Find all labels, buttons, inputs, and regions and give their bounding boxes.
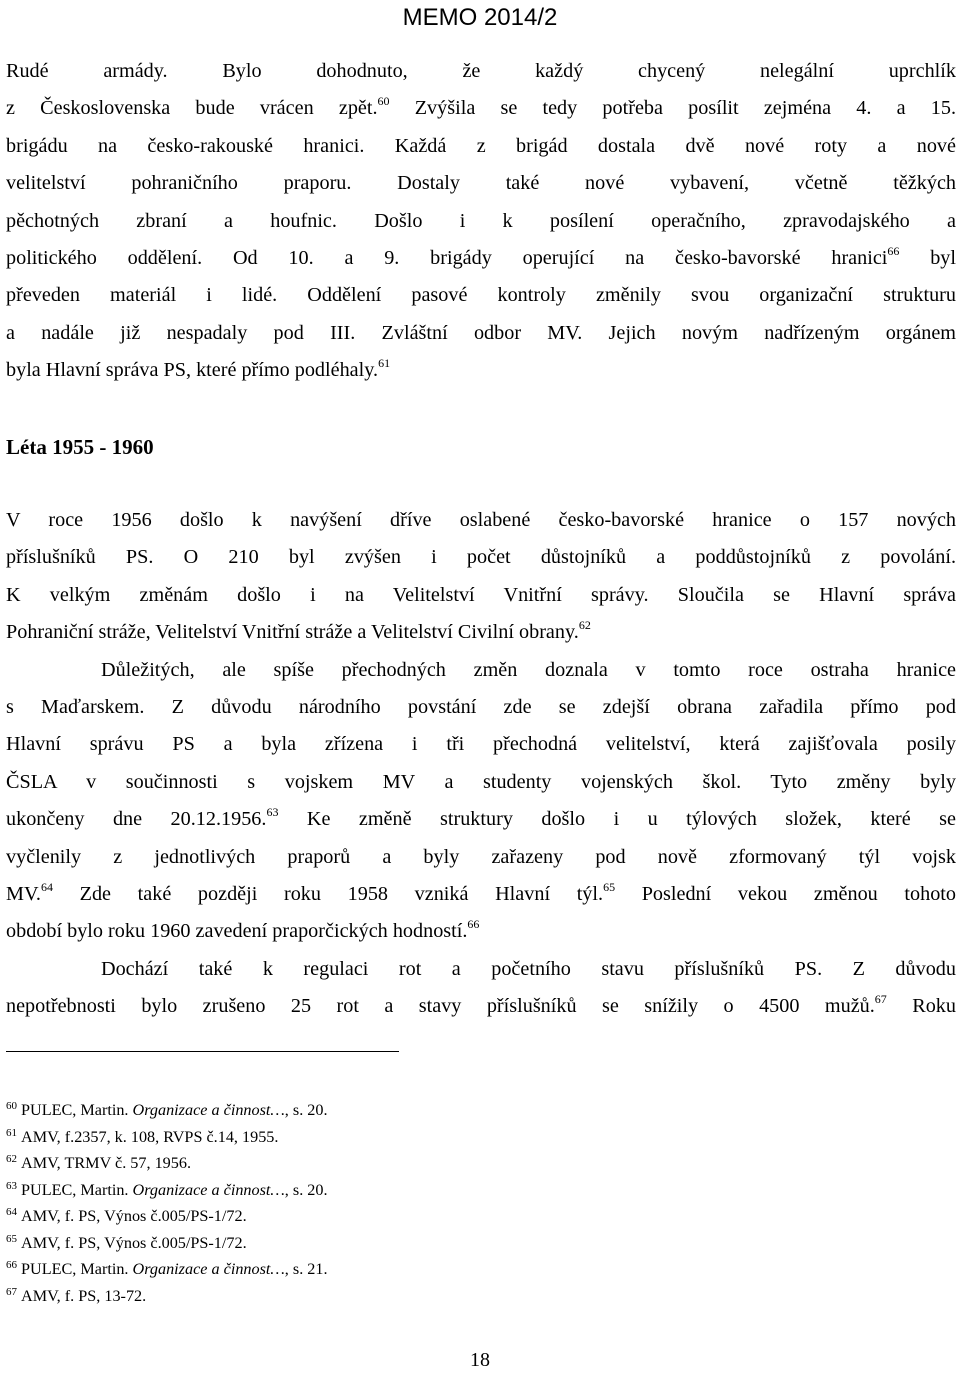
text-line — [6, 988, 956, 1025]
line-text: s Maďarskem. Z důvodu národního povstání zde se zdejší obrana zařadila přímo pod — [6, 695, 956, 718]
text-line — [6, 876, 956, 913]
line-text: Zvýšila se tedy potřeba posílit zejména 4. a 15. — [389, 97, 957, 120]
footnote — [6, 1203, 328, 1230]
footnote-text: PULEC, Martin. — [21, 1101, 133, 1119]
page-header: MEMO 2014/2 — [402, 4, 558, 31]
footnote-text: , s. 20. — [284, 1180, 328, 1199]
text-line — [6, 352, 956, 389]
footnote-text: PULEC, Martin. — [21, 1180, 133, 1199]
line-text: ukončeny dne 20.12.1956. — [6, 808, 267, 831]
line-text: velitelství pohraničního praporu. Dostaly také nové vybavení, včetně těžkých — [6, 172, 956, 195]
line-text: V roce 1956 došlo k navýšení dříve oslabené česko-bavorské hranice o 157 nových — [6, 509, 956, 531]
line-text: politického oddělení. Od 10. a 9. brigády operující na česko-bavorské hranici — [6, 246, 888, 269]
footnote-number: 67 — [6, 1285, 17, 1298]
footnote-text: AMV, f. PS, 13-72. — [21, 1286, 147, 1305]
footnote-title: Organizace a činnost… — [132, 1101, 285, 1119]
line-text: převeden materiál i lidé. Oddělení pasové kontroly změnily svou organizační strukturu — [6, 284, 956, 307]
text-line — [6, 801, 956, 838]
footnote-text: AMV, f. PS, Výnos č.005/PS-1/72. — [21, 1233, 247, 1252]
footnote — [6, 1150, 328, 1177]
line-text: Roku — [886, 995, 956, 1018]
text-line — [6, 53, 956, 90]
footnote-text: AMV, f.2357, k. 108, RVPS č.14, 1955. — [21, 1127, 279, 1146]
line-text: příslušníků PS. O 210 byl zvýšen i počet důstojníků a poddůstojníků z povolání. — [6, 546, 956, 569]
line-text: MV. — [6, 882, 41, 905]
line-text: Ke změně struktury došlo i u týlových složek, které se — [278, 808, 956, 831]
line-text: K velkým změnám došlo i na Velitelství Vnitřní správy. Sloučila se Hlavní správa — [6, 583, 956, 606]
line-text: Hlavní správu PS a byla zřízena i tři přechodná velitelství, která zajišťovala posily — [6, 733, 956, 756]
footnote-ref: 63 — [266, 805, 279, 820]
line-text: Zde také později roku 1958 vzniká Hlavní týl. — [52, 882, 604, 905]
footnote — [6, 1097, 328, 1124]
footnote — [6, 1283, 328, 1310]
text-line — [6, 764, 956, 801]
paragraph-2 — [6, 502, 956, 1025]
footnote — [6, 1256, 328, 1283]
footnote-text: AMV, TRMV č. 57, 1956. — [21, 1154, 191, 1172]
footnote-ref: 64 — [40, 879, 53, 894]
line-text: Důležitých, ale spíše přechodných změn doznala v tomto roce ostraha hranice — [101, 658, 956, 681]
text-line — [6, 726, 956, 763]
footnote-number: 61 — [6, 1126, 17, 1139]
footnote-ref: 62 — [578, 618, 591, 633]
footnote-ref: 60 — [377, 94, 390, 109]
text-line — [6, 689, 956, 726]
footnote-ref: 65 — [603, 879, 616, 894]
footnote-ref: 66 — [887, 243, 900, 258]
line-text: vyčlenily z jednotlivých praporů a byly zařazeny pod nově zformovaný týl vojsk — [6, 845, 956, 868]
footnote-number: 60 — [6, 1100, 17, 1112]
line-text: období bylo roku 1960 zavedení praporčických hodností. — [6, 920, 468, 943]
line-text: byla Hlavní správa PS, které přímo podléhaly. — [6, 359, 379, 382]
text-line — [6, 913, 956, 950]
text-line — [6, 539, 956, 576]
line-text: nepotřebnosti bylo zrušeno 25 rot a stavy příslušníků se snížily o 4500 mužů. — [6, 995, 875, 1018]
paragraph-1 — [6, 53, 956, 390]
line-text: ČSLA v součinnosti s vojskem MV a studenty vojenských škol. Tyto změny byly — [6, 770, 956, 793]
text-line — [6, 502, 956, 539]
footnote-text: AMV, f. PS, Výnos č.005/PS-1/72. — [21, 1207, 247, 1225]
footnote-text: , s. 21. — [284, 1260, 328, 1278]
footnote-ref: 66 — [467, 917, 480, 932]
text-line — [6, 90, 956, 127]
text-line — [6, 165, 956, 202]
footnotes — [6, 1097, 328, 1309]
line-text: brigádu na česko-rakouské hranici. Každá z brigád dostala dvě nové roty a nové — [6, 134, 956, 157]
footnote-number: 62 — [6, 1153, 17, 1165]
text-line — [6, 577, 956, 614]
footnote — [6, 1124, 328, 1151]
footnote-ref: 61 — [378, 356, 391, 371]
text-line — [6, 315, 956, 352]
line-text: byl — [899, 246, 956, 269]
text-line — [6, 128, 956, 165]
footnote-text: PULEC, Martin. — [21, 1260, 133, 1278]
section-heading: Léta 1955 - 1960 — [6, 435, 154, 459]
line-text: z Československa bude vrácen zpět. — [6, 97, 378, 120]
text-line — [6, 951, 956, 988]
footnote-number: 64 — [6, 1206, 17, 1218]
line-text: Dochází také k regulaci rot a početního stavu příslušníků PS. Z důvodu — [101, 957, 956, 980]
line-text: Rudé armády. Bylo dohodnuto, že každý chycený nelegální uprchlík — [6, 60, 956, 82]
footnote-title: Organizace a činnost… — [132, 1180, 285, 1199]
text-line — [6, 277, 956, 314]
footnote-number: 66 — [6, 1259, 17, 1271]
footnote-separator — [6, 1051, 399, 1052]
text-line — [6, 240, 956, 277]
footnote — [6, 1177, 328, 1204]
footnote-title: Organizace a činnost… — [132, 1260, 285, 1278]
text-line — [6, 203, 956, 240]
footnote-text: , s. 20. — [284, 1101, 328, 1119]
page-number: 18 — [470, 1349, 490, 1371]
line-text: pěchotných zbraní a houfnic. Došlo i k posílení operačního, zpravodajského a — [6, 209, 956, 232]
footnote — [6, 1230, 328, 1257]
text-line — [6, 614, 956, 651]
line-text: Poslední vekou změnou tohoto — [615, 882, 957, 905]
footnote-number: 63 — [6, 1179, 17, 1192]
footnote-number: 65 — [6, 1232, 17, 1245]
line-text: a nadále již nespadaly pod III. Zvláštní odbor MV. Jejich novým nadřízeným orgánem — [6, 321, 956, 344]
text-line — [6, 652, 956, 689]
text-line — [6, 839, 956, 876]
footnote-ref: 67 — [874, 992, 887, 1007]
line-text: Pohraniční stráže, Velitelství Vnitřní stráže a Velitelství Civilní obrany. — [6, 621, 579, 644]
